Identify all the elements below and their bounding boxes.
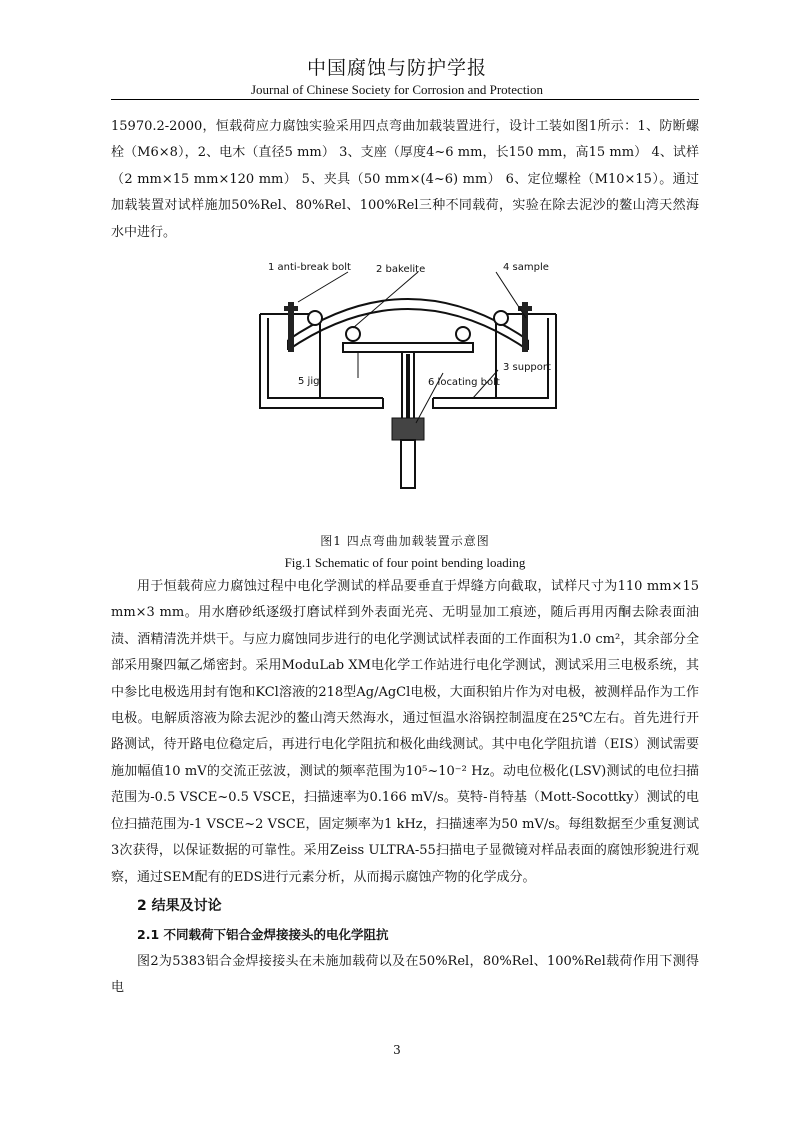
section-heading-2: 2 结果及讨论	[137, 897, 222, 914]
label-locating-bolt: 6 locating bolt	[428, 377, 500, 389]
label-support: 3 support	[503, 362, 551, 374]
page-body	[111, 114, 699, 1002]
journal-title-en: Journal of Chinese Society for Corrosion and Protection	[250, 82, 544, 97]
header-rule	[111, 99, 699, 100]
journal-header	[0, 56, 794, 98]
label-sample: 4 sample	[503, 262, 549, 274]
section-heading-2-1: 2.1 不同载荷下铝合金焊接接头的电化学阻抗	[137, 926, 389, 942]
figure-1	[111, 258, 699, 530]
label-bakelite: 2 bakelite	[376, 264, 426, 276]
figure-caption-en: Fig.1 Schematic of four point bending loading	[284, 555, 526, 571]
figure-caption-cn: 图1 四点弯曲加载装置示意图	[320, 534, 490, 549]
journal-title-cn: 中国腐蚀与防护学报	[306, 57, 487, 79]
paragraph-results-start: 图2为5383铝合金焊接接头在未施加载荷以及在50%Rel，80%Rel、100%Rel载荷作用下测得电	[111, 953, 699, 996]
jig	[343, 343, 473, 352]
label-jig: 5 jig	[298, 376, 320, 388]
paragraph-electrochemical-methods: 用于恒载荷应力腐蚀过程中电化学测试的样品要垂直于焊缝方向截取，试样尺寸为110 mm×15 mm×3 mm。用水磨砂纸逐级打磨试样到外表面光亮、无明显加工痕迹，随后再用丙酮去除表面油渍、酒精清洗并烘干。与应力腐蚀同步进行的电化学测试试样表面的工作面积为1.0 cm²，其余部分全部采用聚四氟乙烯密封。采用ModuLab XM电化学工作站进行电化学测试，测试采用三电极系统，其中参比电极选用封有饱和KCl溶液的218型Ag/AgCl电极，大面积铂片作为对电极，被测样品作为工作电极。电解质溶液为除去泥沙的鳌山湾天然海水，通过恒温水浴锅控制温度在25℃左右。首先进行开路测试，待开路电位稳定后，再进行电化学阻抗和极化曲线测试。其中电化学阻抗谱（EIS）测试需要施加幅值10 mV的交流正弦波，测试的频率范围为10⁵~10⁻² Hz。动电位极化(LSV)测试的电位扫描范围为-0.5 VSCE~0.5 VSCE，扫描速率为0.166 mV/s。莫特-肖特基（Mott-Socottky）测试的电位扫描范围为-1 VSCE~2 VSCE，固定频率为1 kHz，扫描速率为50 mV/s。每组数据至少重复测试3次获得，以保证数据的可靠性。采用Zeiss ULTRA-55扫描电子显微镜对样品表面的腐蚀形貌进行观察，通过SEM配有的EDS进行元素分析，从而揭示腐蚀产物的化学成分。	[111, 579, 699, 885]
paragraph-test-setup: 15970.2-2000，恒载荷应力腐蚀实验采用四点弯曲加载装置进行，设计工装如图1所示：1、防断螺栓（M6×8），2、电木（直径5 mm） 3、支座（厚度4~6 mm，长150 mm，高15 mm） 4、试样（2 mm×15 mm×120 mm） 5、夹具（50 mm×(4~6) mm） 6、定位螺栓（M10×15）。通过加载装置对试样施加50%Rel、80%Rel、100%Rel三种不同载荷，实验在除去泥沙的鳌山湾天然海水中进行。	[111, 119, 699, 240]
page-number: 3	[393, 1043, 401, 1057]
label-anti-break-bolt: 1 anti-break bolt	[268, 262, 351, 274]
sample-curve	[288, 299, 528, 340]
bakelite-roller	[308, 311, 322, 325]
locating-bolt	[392, 418, 424, 440]
four-point-bending-schematic	[258, 258, 558, 520]
